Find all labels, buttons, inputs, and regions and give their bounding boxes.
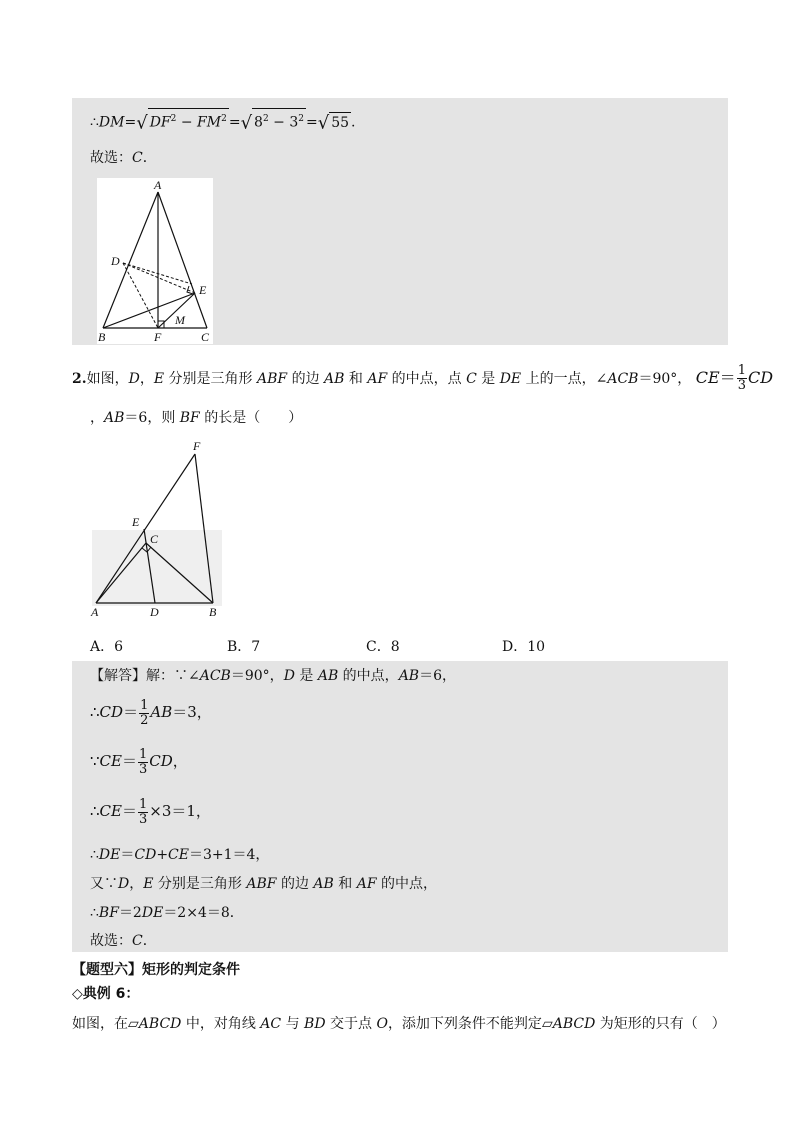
option-a[interactable]: A．6	[90, 639, 124, 655]
question-2-line-2: ，AB＝6，则 BF 的长是（ ）	[90, 410, 303, 426]
option-d[interactable]: D．10	[502, 639, 546, 655]
fig1-label-D: D	[111, 254, 120, 268]
fig2-label-F: F	[193, 440, 201, 453]
option-b[interactable]: B．7	[227, 639, 261, 655]
fig1-label-A: A	[154, 178, 162, 192]
figure-triangle-2	[88, 440, 228, 620]
fig2-label-E: E	[132, 515, 140, 529]
fig2-label-D: D	[150, 605, 159, 619]
sol2-line-8: 故选：C．	[90, 933, 157, 949]
sol2-line-2: ∴CD＝ $\frac{1}{2}$ AB＝3，	[90, 697, 212, 728]
sol2-line-5: ∴DE＝CD+CE＝3+1＝4，	[90, 847, 270, 863]
example-label: ◇典例 6：	[72, 986, 140, 1002]
fig1-label-M: M	[175, 313, 185, 327]
fig1-label-C: C	[201, 330, 210, 344]
fig2-label-A: A	[91, 605, 99, 619]
sol2-line-7: ∴BF＝2DE＝2×4＝8．	[90, 905, 244, 921]
sol2-line-6: 又∵D，E 分别是三角形 ABF 的边 AB 和 AF 的中点，	[90, 876, 437, 892]
fig1-label-E: E	[199, 283, 207, 297]
question-2-line-1: 2.如图，D，E 分别是三角形 ABF 的边 AB 和 AF 的中点，点 C 是 DE 上的一点，∠ACB＝90°， CE＝ $\frac{1}{3}$ CD	[72, 363, 774, 393]
figure-triangle-1	[97, 178, 213, 344]
example-6-question: 如图，在▱ABCD 中，对角线 AC 与 BD 交于点 O，添加下列条件不能判定▱ABCD 为矩形的只有（ ）	[72, 1016, 726, 1032]
sol2-line-4: ∴CE＝ $\frac{1}{3}$ ×3＝1，	[90, 796, 211, 827]
sol2-line-1: 【解答】解：∵∠ACB＝90°，D 是 AB 的中点，AB＝6，	[90, 668, 457, 684]
dm-equation: ∴DM=√ $DF^2 - FM^2$ =√ $8^2 - 3^2$ =√ 55 .	[90, 108, 355, 134]
section-title: 【题型六】矩形的判定条件	[72, 962, 240, 978]
sol2-line-3: ∵CE＝ $\frac{1}{3}$ CD，	[90, 746, 188, 777]
fig1-label-F: F	[154, 330, 162, 344]
answer-line-top: 故选：C．	[90, 150, 157, 166]
option-c[interactable]: C．8	[366, 639, 400, 655]
fig2-label-C: C	[150, 532, 159, 546]
fig1-label-B: B	[98, 330, 106, 344]
fig2-label-B: B	[209, 605, 217, 619]
